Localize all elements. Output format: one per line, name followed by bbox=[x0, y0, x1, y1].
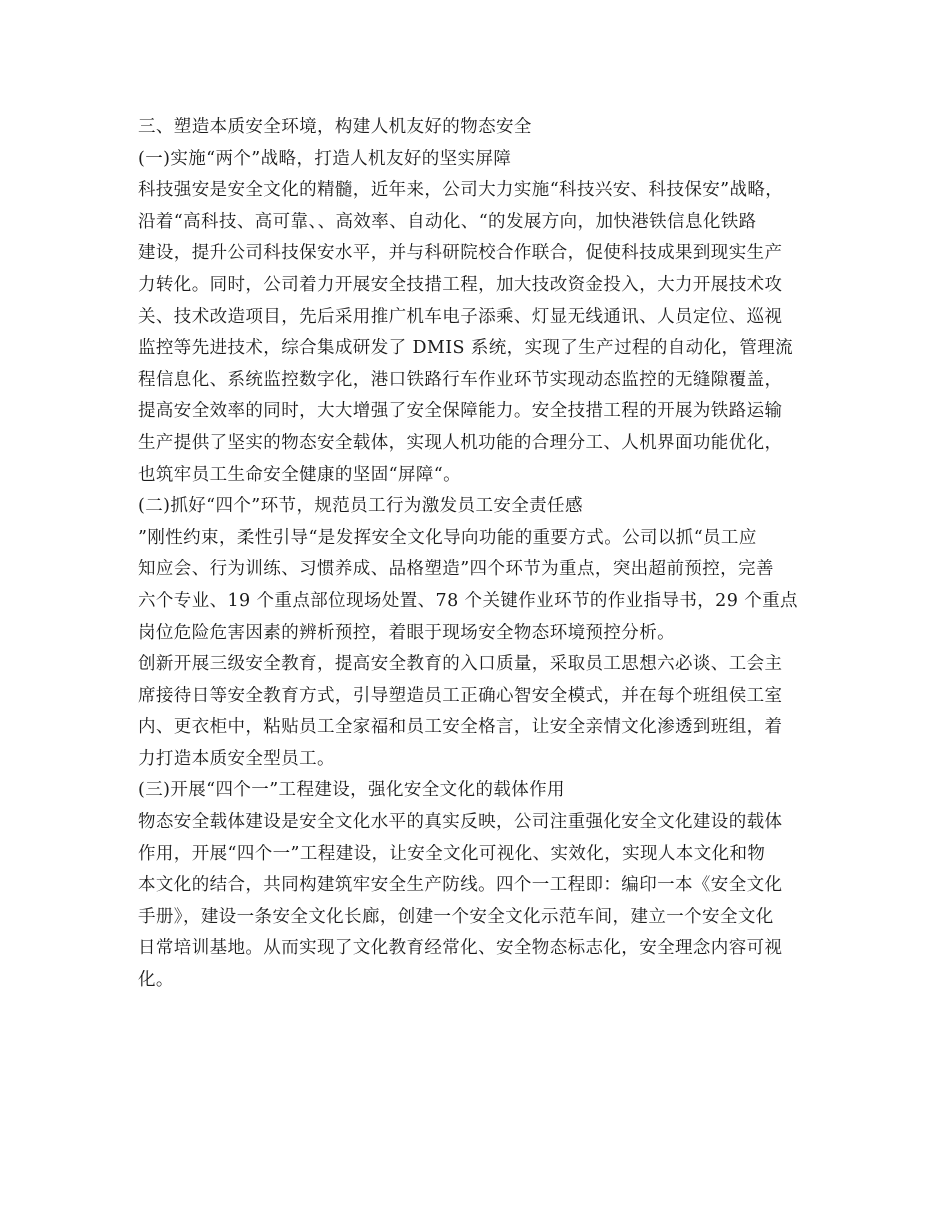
paragraph-line: 本文化的结合，共同构建筑牢安全生产防线。四个一工程即：编印一本《安全文化 bbox=[138, 875, 783, 896]
paragraph-line: 生产提供了坚实的物态安全载体，实现人机功能的合理分工、人机界面功能优化， bbox=[138, 432, 783, 453]
paragraph-line: 化。 bbox=[138, 970, 174, 991]
paragraph-line: 日常培训基地。从而实现了文化教育经常化、安全物态标志化，安全理念内容可视 bbox=[138, 938, 783, 959]
subsection-heading: (二)抓好“四个”环节，规范员工行为激发员工安全责任感 bbox=[138, 496, 583, 517]
paragraph-line: 建设，提升公司科技保安水平，并与科研院校合作联合，促使科技成果到现实生产 bbox=[138, 243, 783, 264]
paragraph-line: 沿着“高科技、高可靠、、高效率、自动化、“的发展方向，加快港铁信息化铁路 bbox=[138, 211, 757, 232]
subsection-heading: (三)开展“四个一”工程建设，强化安全文化的载体作用 bbox=[138, 780, 565, 801]
subsection-heading: (一)实施“两个”战略，打造人机友好的坚实屏障 bbox=[138, 148, 512, 169]
paragraph-line: 知应会、行为训练、习惯养成、品格塑造”四个环节为重点，突出超前预控，完善 bbox=[138, 559, 774, 580]
paragraph-line: 力打造本质安全型员工。 bbox=[138, 748, 335, 769]
paragraph-line: 作用，开展“四个一”工程建设，让安全文化可视化、实效化，实现人本文化和物 bbox=[138, 843, 766, 864]
document-body bbox=[138, 112, 828, 997]
paragraph-line: 岗位危险危害因素的辨析预控，着眼于现场安全物态环境预控分析。 bbox=[138, 622, 675, 643]
section-heading: 三、塑造本质安全环境，构建人机友好的物态安全 bbox=[138, 117, 532, 137]
paragraph-line: ”刚性约束，柔性引导“是发挥安全文化导向功能的重要方式。公司以抓“员工应 bbox=[138, 527, 757, 548]
paragraph-line: 提高安全效率的同时，大大增强了安全保障能力。安全技措工程的开展为铁路运输 bbox=[138, 401, 783, 422]
paragraph-line: 物态安全载体建设是安全文化水平的真实反映，公司注重强化安全文化建设的载体 bbox=[138, 812, 783, 833]
paragraph-line: 手册》，建设一条安全文化长廊，创建一个安全文化示范车间，建立一个安全文化 bbox=[138, 906, 774, 927]
paragraph-line: 力转化。同时，公司着力开展安全技措工程，加大技改资金投入，大力开展技术攻 bbox=[138, 274, 783, 295]
paragraph-line: 六个专业、19 个重点部位现场处置、78 个关键作业环节的作业指导书，29 个重点 bbox=[138, 590, 798, 611]
paragraph-line: 席接待日等安全教育方式，引导塑造员工正确心智安全模式，并在每个班组侯工室 bbox=[138, 685, 783, 706]
paragraph-line: 内、更衣柜中，粘贴员工全家福和员工安全格言，让安全亲情文化渗透到班组，着 bbox=[138, 717, 783, 738]
paragraph-line: 监控等先进技术，综合集成研发了 DMIS 系统，实现了生产过程的自动化，管理流 bbox=[138, 338, 794, 359]
paragraph-line: 程信息化、系统监控数字化，港口铁路行车作业环节实现动态监控的无缝隙覆盖， bbox=[138, 369, 783, 390]
paragraph-line: 也筑牢员工生命安全健康的坚固“屏障“。 bbox=[138, 464, 461, 485]
paragraph-line: 创新开展三级安全教育，提高安全教育的入口质量，采取员工思想六必谈、工会主 bbox=[138, 654, 783, 675]
paragraph-line: 科技强安是安全文化的精髓，近年来，公司大力实施“科技兴安、科技保安”战略， bbox=[138, 180, 784, 201]
paragraph-line: 关、技术改造项目，先后采用推广机车电子添乘、灯显无线通讯、人员定位、巡视 bbox=[138, 306, 783, 327]
